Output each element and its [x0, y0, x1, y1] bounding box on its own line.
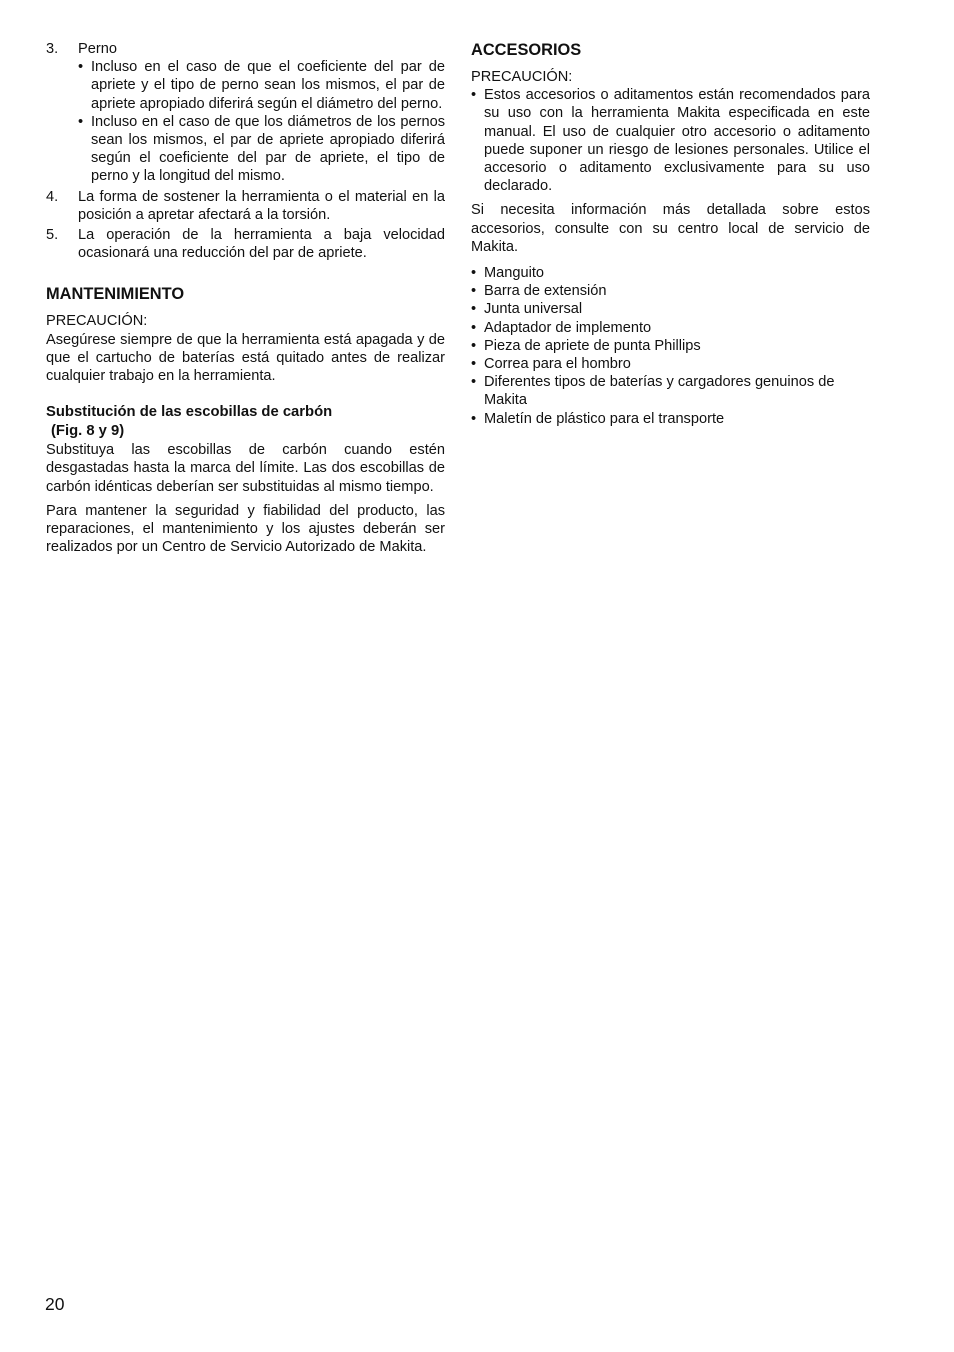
- sub-bullet-list: [78, 58, 445, 185]
- accessory-item: • Manguito: [471, 264, 870, 282]
- right-column: [471, 40, 870, 428]
- accessories-info: Si necesita información más detallada sobre estos accesorios, consulte con su centro local de servicio de Makita.: [471, 202, 870, 255]
- list-number: 4.: [46, 188, 59, 205]
- page-number: 20: [45, 1294, 65, 1314]
- accessories-heading: ACCESORIOS: [471, 41, 582, 59]
- accessory-item: • Adaptador de implemento: [471, 319, 870, 337]
- accessories-list: [471, 264, 870, 428]
- list-number: 3.: [46, 41, 59, 57]
- left-column: [46, 40, 445, 556]
- accessories-warning: • Estos accesorios o aditamentos están recomendados para su uso con la herramienta Makita especificada en este manual. El uso de cualquier otro accesorio o aditamento puede suponer un riesgo de lesiones personales. Utilice el accesorio o aditamento exclusivamente para su uso declarado.: [471, 86, 870, 195]
- accessory-item: • Barra de extensión: [471, 282, 870, 300]
- brush-heading: Substitución de las escobillas de carbón: [46, 404, 333, 421]
- sub-bullet-item: • Incluso en el caso de que el coeficiente del par de apriete y el tipo de perno sean los mismos, el par de apriete apropiado diferirá según el diámetro del perno.: [78, 58, 445, 113]
- list-item-text: La forma de sostener la herramienta o el material en la posición a apretar afectará a la torsión.: [78, 188, 445, 223]
- service-text: Para mantener la seguridad y fiabilidad del producto, las reparaciones, el mantenimiento y los ajustes deberán ser realizados por un Centro de Servicio Autorizado de Makita.: [46, 502, 445, 556]
- list-number: 5.: [46, 227, 59, 244]
- accessory-item: • Diferentes tipos de baterías y cargadores genuinos de Makita: [471, 373, 870, 409]
- list-item-5: [46, 226, 445, 262]
- maintenance-caution-label: PRECAUCIÓN:: [46, 313, 148, 330]
- accessory-item: • Correa para el hombro: [471, 355, 870, 373]
- maintenance-caution-text: Asegúrese siempre de que la herramienta está apagada y de que el cartucho de baterías está quitado antes de realizar cualquier trabajo en la herramienta.: [46, 331, 445, 385]
- accessory-item: • Junta universal: [471, 300, 870, 318]
- list-item-4: [46, 188, 445, 224]
- brush-text: Substituya las escobillas de carbón cuando estén desgastadas hasta la marca del límite. Las dos escobillas de carbón idénticas deberían ser substituidas al mismo tiempo.: [46, 442, 445, 495]
- sub-bullet-item: • Incluso en el caso de que los diámetros de los pernos sean los mismos, el par de apriete apropiado diferirá según el coeficiente del par de apriete, el tipo de perno y la longitud del mismo.: [78, 113, 445, 186]
- list-item-text: La operación de la herramienta a baja velocidad ocasionará una reducción del par de apriete.: [78, 227, 445, 262]
- list-item-3: [46, 40, 445, 58]
- maintenance-heading: MANTENIMIENTO: [46, 285, 185, 304]
- brush-figure-ref: (Fig. 8 y 9): [51, 423, 125, 440]
- accessories-caution-label: PRECAUCIÓN:: [471, 69, 573, 85]
- accessory-item: • Pieza de apriete de punta Phillips: [471, 337, 870, 355]
- list-item-label: Perno: [78, 41, 117, 57]
- accessory-item: • Maletín de plástico para el transporte: [471, 410, 870, 428]
